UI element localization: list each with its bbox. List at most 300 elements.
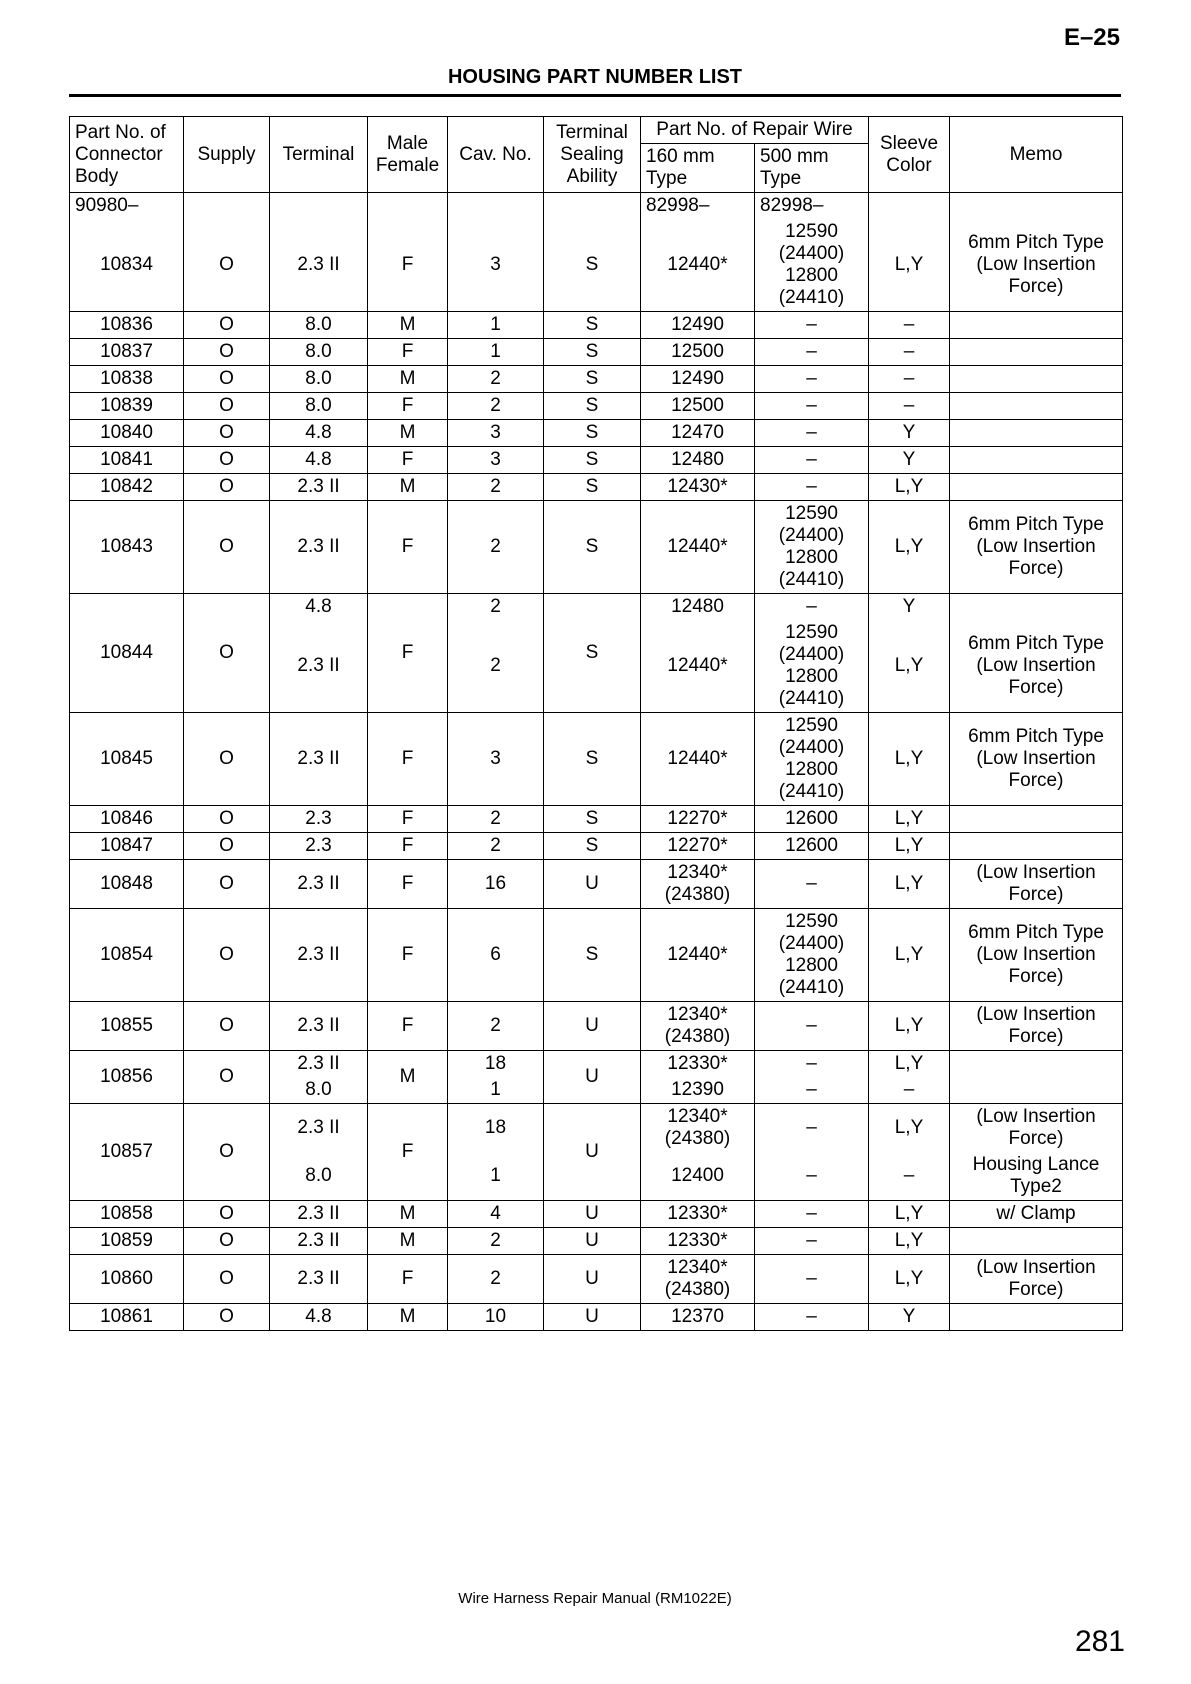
sleeve-color: L,Y	[869, 501, 950, 594]
part-number: 10846	[70, 806, 184, 833]
header-terminal: Terminal	[270, 117, 368, 193]
sleeve-color: L,Y	[869, 1002, 950, 1051]
terminal: 8.0	[270, 1152, 368, 1201]
sealing: S	[544, 833, 641, 860]
memo-line: (Low Insertion	[976, 254, 1096, 275]
memo	[950, 474, 1123, 501]
page-code: E–25	[1063, 24, 1120, 51]
wire-500-line: (24410)	[778, 688, 845, 709]
part-number: 10839	[70, 393, 184, 420]
sleeve-color: –	[869, 393, 950, 420]
memo-line: Force)	[1008, 966, 1064, 987]
memo	[950, 420, 1123, 447]
cav-no: 2	[448, 1002, 544, 1051]
part-number: 10840	[70, 420, 184, 447]
supply: O	[184, 1002, 270, 1051]
memo-line: Type2	[1010, 1176, 1062, 1197]
wire-500	[755, 909, 869, 1002]
supply: O	[184, 447, 270, 474]
header-cav: Cav. No.	[448, 117, 544, 193]
part-number: 10841	[70, 447, 184, 474]
cav-no: 1	[448, 312, 544, 339]
memo-line: 6mm Pitch Type	[968, 922, 1104, 943]
part-number: 10843	[70, 501, 184, 594]
memo	[950, 1304, 1123, 1331]
wire-160-line: (24380)	[664, 884, 731, 905]
sleeve-color: L,Y	[869, 1228, 950, 1255]
prefix-connector: 90980–	[70, 193, 184, 220]
male-female: F	[368, 909, 448, 1002]
wire-160	[641, 1002, 755, 1051]
wire-500-line: –	[806, 1053, 817, 1074]
sealing: U	[544, 1228, 641, 1255]
terminal: 2.3 II	[270, 219, 368, 312]
part-number: 10837	[70, 339, 184, 366]
title-rule	[69, 94, 1121, 97]
memo	[950, 860, 1123, 909]
male-female: F	[368, 1255, 448, 1304]
part-number: 10847	[70, 833, 184, 860]
memo-line: Housing Lance	[972, 1154, 1100, 1175]
terminal: 2.3 II	[270, 1201, 368, 1228]
terminal: 2.3 II	[270, 1228, 368, 1255]
wire-500	[755, 833, 869, 860]
memo-line: (Low Insertion	[976, 1004, 1096, 1025]
terminal: 2.3 II	[270, 909, 368, 1002]
male-female: M	[368, 1201, 448, 1228]
male-female: M	[368, 1304, 448, 1331]
cav-no: 2	[448, 594, 544, 621]
terminal: 2.3	[270, 833, 368, 860]
table-row	[70, 909, 1123, 1002]
sleeve-color: –	[869, 339, 950, 366]
sealing: S	[544, 713, 641, 806]
wire-160: 12440*	[641, 501, 755, 594]
supply: O	[184, 833, 270, 860]
part-number: 10845	[70, 713, 184, 806]
wire-160-line: (24380)	[664, 1128, 731, 1149]
terminal: 2.3	[270, 806, 368, 833]
part-number: 10842	[70, 474, 184, 501]
memo-line: 6mm Pitch Type	[968, 514, 1104, 535]
sleeve-color: –	[869, 366, 950, 393]
terminal: 2.3 II	[270, 860, 368, 909]
wire-500-line: –	[806, 1117, 817, 1138]
header-wire-160: 160 mm Type	[641, 144, 755, 193]
wire-500	[755, 1002, 869, 1051]
terminal: 2.3 II	[270, 1002, 368, 1051]
memo-line: (Low Insertion	[976, 862, 1096, 883]
table-row	[70, 860, 1123, 909]
wire-500-line: –	[806, 1230, 817, 1251]
memo	[950, 1152, 1123, 1201]
male-female: F	[368, 1104, 448, 1201]
memo	[950, 1077, 1123, 1104]
memo-line: (Low Insertion	[976, 944, 1096, 965]
sealing: S	[544, 474, 641, 501]
wire-500-line: –	[806, 1079, 817, 1100]
sleeve-color: –	[869, 312, 950, 339]
memo-line: Force)	[1008, 1279, 1064, 1300]
supply: O	[184, 860, 270, 909]
wire-160: 12330*	[641, 1051, 755, 1078]
part-number: 10838	[70, 366, 184, 393]
page-number: 281	[1074, 1625, 1125, 1658]
supply: O	[184, 1201, 270, 1228]
terminal: 4.8	[270, 420, 368, 447]
wire-500-line: –	[806, 368, 817, 389]
male-female: M	[368, 312, 448, 339]
terminal: 8.0	[270, 339, 368, 366]
wire-500-line: (24400)	[778, 933, 845, 954]
supply: O	[184, 312, 270, 339]
cav-no: 3	[448, 713, 544, 806]
wire-500-line: –	[806, 1203, 817, 1224]
male-female: M	[368, 1051, 448, 1104]
cav-no: 2	[448, 393, 544, 420]
male-female: M	[368, 366, 448, 393]
supply: O	[184, 366, 270, 393]
sleeve-color: Y	[869, 420, 950, 447]
terminal: 2.3 II	[270, 501, 368, 594]
memo-line: w/ Clamp	[996, 1203, 1076, 1224]
memo-line: 6mm Pitch Type	[968, 232, 1104, 253]
table-row	[70, 312, 1123, 339]
memo-line: Force)	[1008, 558, 1064, 579]
prefix-wire-160: 82998–	[641, 193, 755, 220]
wire-500	[755, 1077, 869, 1104]
wire-500	[755, 1104, 869, 1153]
supply: O	[184, 1255, 270, 1304]
sealing: U	[544, 1104, 641, 1201]
cav-no: 3	[448, 447, 544, 474]
wire-500	[755, 219, 869, 312]
male-female: M	[368, 1228, 448, 1255]
cav-no: 16	[448, 860, 544, 909]
wire-500-line: –	[806, 1306, 817, 1327]
wire-500-line: –	[806, 395, 817, 416]
supply: O	[184, 909, 270, 1002]
terminal: 2.3 II	[270, 620, 368, 713]
terminal: 4.8	[270, 1304, 368, 1331]
wire-500-line: 12800	[785, 666, 838, 687]
part-number: 10857	[70, 1104, 184, 1201]
wire-500	[755, 1201, 869, 1228]
sleeve-color: Y	[869, 594, 950, 621]
sleeve-color: –	[869, 1077, 950, 1104]
sleeve-color: L,Y	[869, 1104, 950, 1153]
header-repair-wire: Part No. of Repair Wire	[641, 117, 869, 144]
cav-no: 3	[448, 219, 544, 312]
table-row	[70, 833, 1123, 860]
cav-no: 18	[448, 1051, 544, 1078]
header-supply: Supply	[184, 117, 270, 193]
supply: O	[184, 393, 270, 420]
cav-no: 1	[448, 1152, 544, 1201]
male-female: F	[368, 833, 448, 860]
table-row	[70, 594, 1123, 621]
footer: Wire Harness Repair Manual (RM1022E)	[458, 1590, 732, 1607]
supply: O	[184, 1228, 270, 1255]
cav-no: 1	[448, 1077, 544, 1104]
sleeve-color: L,Y	[869, 713, 950, 806]
table-row	[70, 474, 1123, 501]
wire-500-line: 12590	[785, 503, 838, 524]
wire-160: 12440*	[641, 219, 755, 312]
table-row	[70, 1255, 1123, 1304]
supply: O	[184, 420, 270, 447]
sealing: U	[544, 1255, 641, 1304]
terminal: 8.0	[270, 393, 368, 420]
header-wire-500: 500 mm Type	[755, 144, 869, 193]
sealing: S	[544, 366, 641, 393]
cav-no: 2	[448, 1255, 544, 1304]
memo-line: (Low Insertion	[976, 1257, 1096, 1278]
wire-160: 12500	[641, 393, 755, 420]
header-memo: Memo	[950, 117, 1123, 193]
supply: O	[184, 339, 270, 366]
sealing: S	[544, 501, 641, 594]
memo-line: Force)	[1008, 677, 1064, 698]
wire-500-line: 12600	[785, 808, 838, 829]
wire-160: 12390	[641, 1077, 755, 1104]
table-row	[70, 1104, 1123, 1153]
sleeve-color: L,Y	[869, 806, 950, 833]
memo-line: Force)	[1008, 276, 1064, 297]
wire-500	[755, 1051, 869, 1078]
wire-500	[755, 860, 869, 909]
sealing: S	[544, 312, 641, 339]
terminal: 8.0	[270, 366, 368, 393]
wire-500	[755, 393, 869, 420]
cav-no: 2	[448, 501, 544, 594]
prefix-blank	[869, 193, 950, 220]
terminal: 2.3 II	[270, 1255, 368, 1304]
wire-160-line: (24380)	[664, 1279, 731, 1300]
memo	[950, 713, 1123, 806]
prefix-row	[70, 193, 1123, 220]
sleeve-color: L,Y	[869, 620, 950, 713]
wire-500-line: (24410)	[778, 781, 845, 802]
part-number: 10856	[70, 1051, 184, 1104]
wire-160: 12480	[641, 594, 755, 621]
memo-line: 6mm Pitch Type	[968, 633, 1104, 654]
memo	[950, 219, 1123, 312]
wire-500	[755, 420, 869, 447]
cav-no: 18	[448, 1104, 544, 1153]
sleeve-color: L,Y	[869, 1051, 950, 1078]
terminal: 4.8	[270, 447, 368, 474]
supply: O	[184, 1104, 270, 1201]
table-row	[70, 447, 1123, 474]
table-row	[70, 366, 1123, 393]
sealing: S	[544, 420, 641, 447]
header-male-female: Male Female	[368, 117, 448, 193]
cav-no: 2	[448, 366, 544, 393]
sealing: S	[544, 393, 641, 420]
wire-500	[755, 339, 869, 366]
wire-500	[755, 501, 869, 594]
memo-line: 6mm Pitch Type	[968, 726, 1104, 747]
supply: O	[184, 1051, 270, 1104]
wire-500-line: (24410)	[778, 977, 845, 998]
table-row	[70, 1304, 1123, 1331]
wire-500	[755, 1304, 869, 1331]
terminal: 2.3 II	[270, 474, 368, 501]
wire-500-line: 12600	[785, 835, 838, 856]
wire-500	[755, 1255, 869, 1304]
cav-no: 1	[448, 339, 544, 366]
memo-line: (Low Insertion	[976, 655, 1096, 676]
sealing: U	[544, 1051, 641, 1104]
wire-500-line: 12590	[785, 715, 838, 736]
memo-line: Force)	[1008, 770, 1064, 791]
wire-500	[755, 447, 869, 474]
wire-500-line: –	[806, 314, 817, 335]
prefix-blank	[544, 193, 641, 220]
sleeve-color: L,Y	[869, 909, 950, 1002]
prefix-blank	[448, 193, 544, 220]
wire-500	[755, 1228, 869, 1255]
wire-500-line: 12800	[785, 265, 838, 286]
terminal: 2.3 II	[270, 1104, 368, 1153]
wire-500-line: –	[806, 596, 817, 617]
sealing: U	[544, 1201, 641, 1228]
memo	[950, 833, 1123, 860]
wire-160: 12490	[641, 312, 755, 339]
wire-500-line: (24400)	[778, 525, 845, 546]
memo	[950, 312, 1123, 339]
memo	[950, 1201, 1123, 1228]
sleeve-color: L,Y	[869, 474, 950, 501]
sealing: U	[544, 1304, 641, 1331]
memo	[950, 1002, 1123, 1051]
male-female: F	[368, 860, 448, 909]
part-number: 10855	[70, 1002, 184, 1051]
supply: O	[184, 806, 270, 833]
supply: O	[184, 501, 270, 594]
male-female: F	[368, 501, 448, 594]
wire-160-line: 12340*	[667, 1106, 728, 1127]
supply: O	[184, 474, 270, 501]
wire-500	[755, 620, 869, 713]
wire-160	[641, 860, 755, 909]
wire-160: 12440*	[641, 713, 755, 806]
male-female: F	[368, 1002, 448, 1051]
wire-160: 12330*	[641, 1228, 755, 1255]
wire-160: 12490	[641, 366, 755, 393]
wire-500-line: (24410)	[778, 287, 845, 308]
wire-160: 12430*	[641, 474, 755, 501]
cav-no: 10	[448, 1304, 544, 1331]
wire-500	[755, 806, 869, 833]
cav-no: 3	[448, 420, 544, 447]
prefix-wire-500: 82998–	[755, 193, 869, 220]
wire-500-line: 12800	[785, 547, 838, 568]
sleeve-color: Y	[869, 447, 950, 474]
sleeve-color: L,Y	[869, 860, 950, 909]
table-row	[70, 1051, 1123, 1078]
memo-line: (Low Insertion	[976, 536, 1096, 557]
part-number: 10854	[70, 909, 184, 1002]
wire-500	[755, 713, 869, 806]
sealing: S	[544, 447, 641, 474]
sleeve-color: L,Y	[869, 1201, 950, 1228]
sleeve-color: L,Y	[869, 1255, 950, 1304]
memo	[950, 909, 1123, 1002]
cav-no: 2	[448, 1228, 544, 1255]
wire-160: 12440*	[641, 620, 755, 713]
wire-500-line: –	[806, 1015, 817, 1036]
sleeve-color: L,Y	[869, 833, 950, 860]
memo	[950, 393, 1123, 420]
memo	[950, 1255, 1123, 1304]
prefix-blank	[368, 193, 448, 220]
terminal: 2.3 II	[270, 713, 368, 806]
male-female: F	[368, 806, 448, 833]
wire-500-line: –	[806, 341, 817, 362]
wire-160-line: 12340*	[667, 1257, 728, 1278]
table-row	[70, 713, 1123, 806]
table-row	[70, 1002, 1123, 1051]
memo	[950, 339, 1123, 366]
wire-500-line: –	[806, 422, 817, 443]
table-row	[70, 219, 1123, 312]
wire-500	[755, 366, 869, 393]
header-connector: Part No. of Connector Body	[70, 117, 184, 193]
supply: O	[184, 594, 270, 713]
cav-no: 2	[448, 620, 544, 713]
memo	[950, 620, 1123, 713]
table-row	[70, 806, 1123, 833]
sealing: S	[544, 594, 641, 713]
header-sleeve: Sleeve Color	[869, 117, 950, 193]
cav-no: 2	[448, 806, 544, 833]
part-number: 10859	[70, 1228, 184, 1255]
wire-500-line: –	[806, 873, 817, 894]
cav-no: 2	[448, 833, 544, 860]
sleeve-color: –	[869, 1152, 950, 1201]
terminal: 8.0	[270, 312, 368, 339]
table-row	[70, 339, 1123, 366]
sealing: S	[544, 806, 641, 833]
terminal: 8.0	[270, 1077, 368, 1104]
memo-line: Force)	[1008, 884, 1064, 905]
wire-500-line: 12590	[785, 221, 838, 242]
wire-160: 12500	[641, 339, 755, 366]
housing-part-table	[69, 116, 1123, 1331]
supply: O	[184, 219, 270, 312]
wire-160: 12400	[641, 1152, 755, 1201]
sealing: S	[544, 219, 641, 312]
supply: O	[184, 713, 270, 806]
sealing: U	[544, 860, 641, 909]
header-sealing: Terminal Sealing Ability	[544, 117, 641, 193]
memo-line: (Low Insertion	[976, 748, 1096, 769]
wire-160: 12330*	[641, 1201, 755, 1228]
terminal: 2.3 II	[270, 1051, 368, 1078]
table-row	[70, 501, 1123, 594]
wire-500-line: (24400)	[778, 644, 845, 665]
wire-160: 12370	[641, 1304, 755, 1331]
cav-no: 2	[448, 474, 544, 501]
table-row	[70, 1201, 1123, 1228]
sealing: S	[544, 339, 641, 366]
wire-500	[755, 1152, 869, 1201]
wire-500-line: (24410)	[778, 569, 845, 590]
wire-500-line: –	[806, 1165, 817, 1186]
memo	[950, 501, 1123, 594]
